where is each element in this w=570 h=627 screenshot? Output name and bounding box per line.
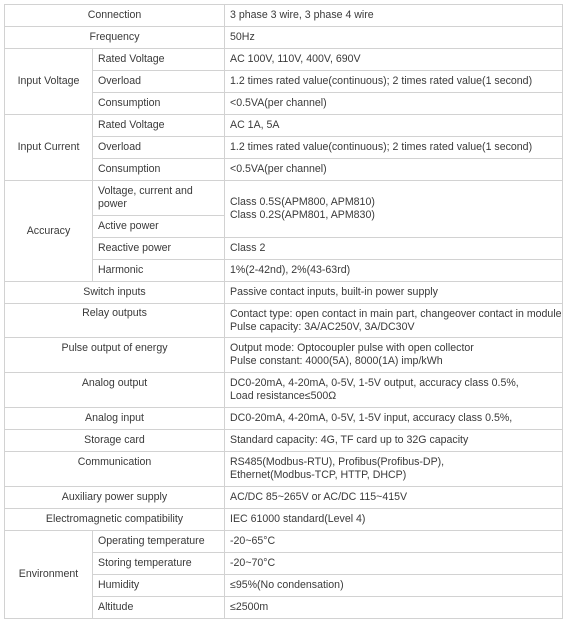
row-value: [225, 338, 563, 373]
value-line: Class 0.2S(APM801, APM830): [230, 209, 375, 221]
sub-label: Active power: [93, 216, 225, 238]
row-value: [225, 181, 563, 238]
row-value: Standard capacity: 4G, TF card up to 32G capacity: [225, 430, 563, 452]
row-label: Electromagnetic compatibility: [5, 509, 225, 531]
row-value: Class 2: [225, 238, 563, 260]
row-value: IEC 61000 standard(Level 4): [225, 509, 563, 531]
table-row: [5, 338, 563, 373]
table-row: [5, 408, 563, 430]
row-value: 1.2 times rated value(continuous); 2 times rated value(1 second): [225, 137, 563, 159]
value-line: Class 0.5S(APM800, APM810): [230, 196, 375, 208]
table-row: [5, 487, 563, 509]
spec-table: [4, 4, 563, 619]
value-line: Output mode: Optocoupler pulse with open collector: [230, 342, 474, 354]
row-label: Communication: [5, 452, 225, 487]
row-value: 1%(2-42nd), 2%(43-63rd): [225, 260, 563, 282]
value-line: RS485(Modbus-RTU), Profibus(Profibus-DP),: [230, 456, 445, 468]
row-label: Pulse output of energy: [5, 338, 225, 373]
row-label: Analog output: [5, 373, 225, 408]
row-value: <0.5VA(per channel): [225, 93, 563, 115]
row-value: AC/DC 85~265V or AC/DC 115~415V: [225, 487, 563, 509]
category-label: Input Voltage: [5, 49, 93, 115]
row-value: <0.5VA(per channel): [225, 159, 563, 181]
sub-label: Overload: [93, 137, 225, 159]
row-label: Connection: [5, 5, 225, 27]
value-line: Ethernet(Modbus-TCP, HTTP, DHCP): [230, 469, 407, 481]
table-row: [5, 27, 563, 49]
value-line: DC0-20mA, 4-20mA, 0-5V, 1-5V output, accuracy class 0.5%,: [230, 377, 519, 389]
table-row: [5, 49, 563, 71]
sub-label: Reactive power: [93, 238, 225, 260]
sub-label: Humidity: [93, 575, 225, 597]
sub-label: Harmonic: [93, 260, 225, 282]
row-label: Storage card: [5, 430, 225, 452]
row-value: [225, 452, 563, 487]
row-label: Analog input: [5, 408, 225, 430]
value-line: Contact type: open contact in main part, changeover contact in module: [230, 307, 562, 320]
row-value: AC 1A, 5A: [225, 115, 563, 137]
row-value: ≤2500m: [225, 597, 563, 619]
table-row: [5, 531, 563, 553]
category-label: Input Current: [5, 115, 93, 181]
sub-label: Consumption: [93, 159, 225, 181]
sub-label: Rated Voltage: [93, 115, 225, 137]
sub-label: Rated Voltage: [93, 49, 225, 71]
row-value: Passive contact inputs, built-in power supply: [225, 282, 563, 304]
sub-label: Operating temperature: [93, 531, 225, 553]
table-row: [5, 304, 563, 338]
row-label: Auxiliary power supply: [5, 487, 225, 509]
row-label: Frequency: [5, 27, 225, 49]
row-value: ≤95%(No condensation): [225, 575, 563, 597]
sub-label: Consumption: [93, 93, 225, 115]
row-value: AC 100V, 110V, 400V, 690V: [225, 49, 563, 71]
value-line: Pulse capacity: 3A/AC250V, 3A/DC30V: [230, 320, 415, 333]
table-row: [5, 115, 563, 137]
row-value: -20~65°C: [225, 531, 563, 553]
table-row: [5, 181, 563, 216]
sub-label: Voltage, current and power: [93, 181, 225, 216]
table-row: [5, 282, 563, 304]
row-label: Switch inputs: [5, 282, 225, 304]
value-line: Load resistance≤500Ω: [230, 390, 337, 402]
category-label: Accuracy: [5, 181, 93, 282]
table-row: [5, 373, 563, 408]
table-row: [5, 509, 563, 531]
sub-label: Storing temperature: [93, 553, 225, 575]
row-value: [225, 373, 563, 408]
category-label: Environment: [5, 531, 93, 619]
value-line: Pulse constant: 4000(5A), 8000(1A) imp/kWh: [230, 355, 443, 367]
table-row: [5, 5, 563, 27]
row-value: -20~70°C: [225, 553, 563, 575]
row-value: 3 phase 3 wire, 3 phase 4 wire: [225, 5, 563, 27]
row-value: 50Hz: [225, 27, 563, 49]
row-value: DC0-20mA, 4-20mA, 0-5V, 1-5V input, accuracy class 0.5%,: [225, 408, 563, 430]
sub-label: Overload: [93, 71, 225, 93]
table-row: [5, 452, 563, 487]
table-row: [5, 430, 563, 452]
row-label: Relay outputs: [5, 304, 225, 338]
sub-label: Altitude: [93, 597, 225, 619]
row-value: [225, 304, 563, 338]
spec-table-container: [4, 4, 563, 619]
row-value: 1.2 times rated value(continuous); 2 times rated value(1 second): [225, 71, 563, 93]
